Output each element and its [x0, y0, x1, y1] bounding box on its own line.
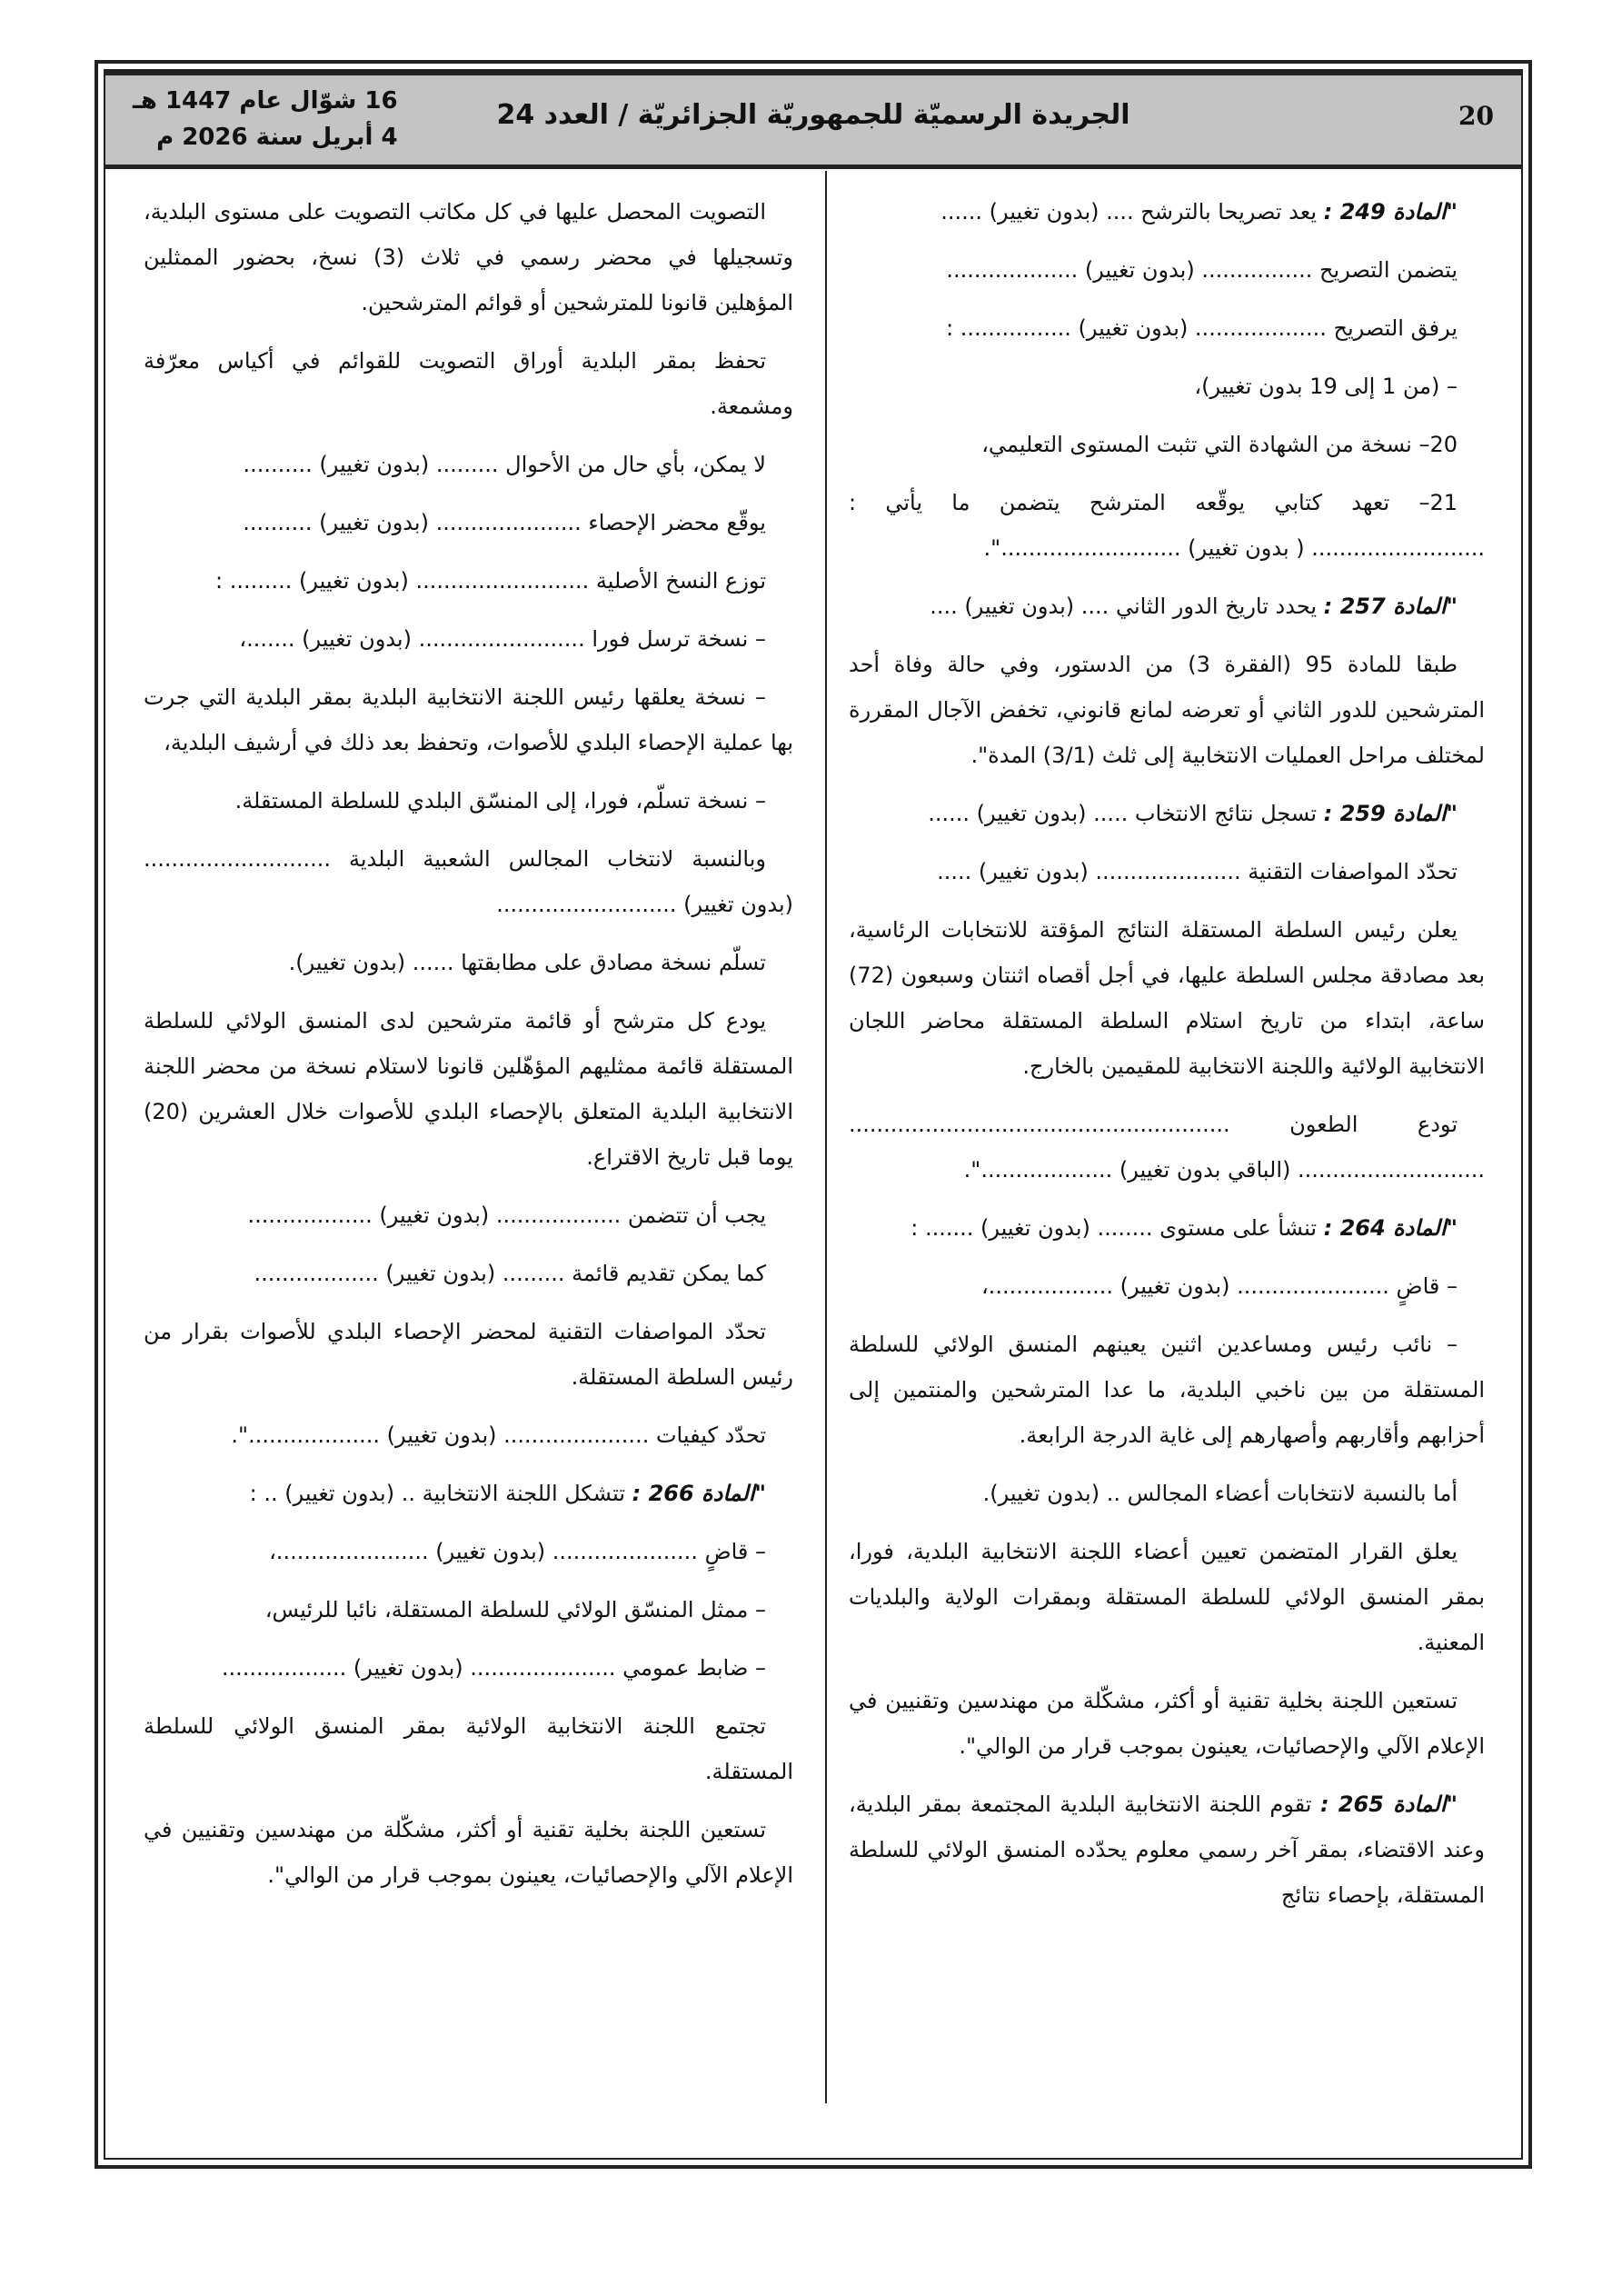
paragraph [849, 247, 1485, 293]
paragraph-text: طبقا للمادة 95 (الفقرة 3) من الدستور، وفي حالة وفاة أحد المترشحين للدور الثاني أو تعرضه لمانع قانوني، تخفض الآجال المقررة لمختلف مراحل العمليات الانتخابية إلى ثلث (3/1) المدة". [849, 652, 1485, 768]
paragraph-text: تنشأ على مستوى ........ (بدون تغيير) ....... : [911, 1215, 1324, 1241]
paragraph-text: تتشكل اللجنة الانتخابية .. (بدون تغيير) .. : [249, 1481, 632, 1506]
article-number: "المادة 249 : [1323, 199, 1458, 225]
paragraph [144, 1309, 793, 1400]
paragraph-text: يودع كل مترشح أو قائمة مترشحين لدى المنسق الولائي للسلطة المستقلة قائمة ممثليهم المؤهّلين قانونا لاستلام نسخة من محضر اللجنة الانتخابية البلدية المتعلق بالإحصاء البلدي للأصوات خلال العشرين (20) يوما قبل تاريخ الاقتراع. [144, 1008, 793, 1170]
paragraph-text: يتضمن التصريح ................ (بدون تغيير) ................... [946, 257, 1458, 283]
gregorian-date: 4 أبريل سنة 2026 م [156, 124, 398, 151]
paragraph [144, 1251, 793, 1296]
paragraph-text: وبالنسبة لانتخاب المجالس الشعبية البلدية ........................... (بدون تغيير) .......................... [144, 846, 793, 917]
left-column [144, 189, 793, 1911]
paragraph [144, 1413, 793, 1458]
paragraph-text: تسجل نتائج الانتخاب ..... (بدون تغيير) ...... [928, 801, 1324, 826]
paragraph [144, 1529, 793, 1574]
paragraph-text: يرفق التصريح ................... (بدون تغيير) ................ : [946, 315, 1458, 341]
paragraph [144, 940, 793, 985]
right-column [849, 189, 1485, 1931]
paragraph [144, 1587, 793, 1632]
paragraph [849, 1529, 1485, 1665]
paragraph-text: تحفظ بمقر البلدية أوراق التصويت للقوائم في أكياس معرّفة ومشمعة. [144, 348, 793, 419]
paragraph-text: – نسخة يعلقها رئيس اللجنة الانتخابية البلدية بمقر البلدية التي جرت بها عملية الإحصاء البلدي للأصوات، وتحفظ بعد ذلك في أرشيف البلدية، [144, 684, 793, 755]
issue-date [133, 83, 398, 155]
paragraph-text: تستعين اللجنة بخلية تقنية أو أكثر، مشكّلة من مهندسين وتقنيين في الإعلام الآلي والإحصائيات، يعينون بموجب قرار من الوالي". [144, 1817, 793, 1888]
paragraph-text: 20– نسخة من الشهادة التي تثبت المستوى التعليمي، [981, 432, 1458, 457]
paragraph [144, 1807, 793, 1898]
paragraph-text: – نسخة ترسل فورا ........................ (بدون تغيير) .......، [239, 626, 766, 652]
paragraph-text: يعلق القرار المتضمن تعيين أعضاء اللجنة الانتخابية البلدية، فورا، بمقر المنسق الولائي للسلطة المستقلة وبمقرات الولاية والبلديات المعنية. [849, 1539, 1485, 1655]
article-paragraph [849, 791, 1485, 836]
article-number: "المادة 266 : [632, 1481, 766, 1506]
paragraph-text: توزع النسخ الأصلية ......................... (بدون تغيير) ......... : [215, 568, 766, 594]
paragraph [849, 1102, 1485, 1193]
page-frame-inner [104, 69, 1523, 2160]
paragraph [849, 1678, 1485, 1769]
gazette-header [105, 71, 1521, 169]
paragraph-text: تحدّد المواصفات التقنية ..................... (بدون تغيير) ..... [937, 859, 1458, 884]
paragraph [144, 189, 793, 325]
paragraph [144, 674, 793, 765]
paragraph [849, 422, 1485, 467]
paragraph-text: – ضابط عمومي ..................... (بدون تغيير) .................. [221, 1655, 766, 1681]
paragraph-text: – قاضٍ ...................... (بدون تغيير) ..................، [980, 1273, 1458, 1299]
paragraph-text: لا يمكن، بأي حال من الأحوال ......... (بدون تغيير) .......... [243, 452, 766, 477]
paragraph-text: 21– تعهد كتابي يوقّعه المترشح يتضمن ما يأتي : ......................... ( بدون تغيير) ..........................". [849, 490, 1485, 561]
paragraph-text: تسلّم نسخة مصادق على مطابقتها ...... (بدون تغيير). [288, 950, 766, 975]
paragraph [144, 836, 793, 927]
article-paragraph [849, 1205, 1485, 1251]
paragraph [849, 1471, 1485, 1516]
paragraph-text: – قاضٍ ..................... (بدون تغيير) ......................، [269, 1539, 766, 1564]
paragraph [849, 907, 1485, 1089]
article-number: "المادة 265 : [1319, 1792, 1458, 1817]
paragraph [144, 558, 793, 604]
paragraph-text: تقوم اللجنة الانتخابية البلدية المجتمعة بمقر البلدية، وعند الاقتضاء، بمقر آخر رسمي معلوم يحدّده المنسق الولائي للسلطة المستقلة، بإحصاء نتائج [849, 1792, 1485, 1908]
paragraph [144, 778, 793, 824]
paragraph [144, 338, 793, 429]
article-number: "المادة 259 : [1323, 801, 1458, 826]
paragraph [144, 442, 793, 487]
paragraph [144, 1193, 793, 1238]
paragraph-text: يجب أن تتضمن .................. (بدون تغيير) .................. [247, 1203, 766, 1228]
paragraph-text: يحدد تاريخ الدور الثاني .... (بدون تغيير) .... [930, 594, 1324, 619]
paragraph-text: – ممثل المنسّق الولائي للسلطة المستقلة، نائبا للرئيس، [264, 1597, 766, 1622]
paragraph [849, 849, 1485, 894]
paragraph-text: – (من 1 إلى 19 بدون تغيير)، [1194, 374, 1458, 399]
paragraph-text: أما بالنسبة لانتخابات أعضاء المجالس .. (بدون تغيير). [982, 1481, 1458, 1506]
gazette-title: الجريدة الرسميّة للجمهوريّة الجزائريّة / العدد 24 [496, 99, 1130, 131]
paragraph-text: كما يمكن تقديم قائمة ......... (بدون تغيير) .................. [254, 1261, 766, 1286]
paragraph [144, 998, 793, 1180]
paragraph [144, 1703, 793, 1794]
paragraph-text: تحدّد المواصفات التقنية لمحضر الإحصاء البلدي للأصوات بقرار من رئيس السلطة المستقلة. [144, 1319, 793, 1390]
paragraph-text: يعلن رئيس السلطة المستقلة النتائج المؤقتة للانتخابات الرئاسية، بعد مصادقة مجلس السلطة عليها، في أجل أقصاه اثنتان وسبعون (72) ساعة، ابتداء من تاريخ استلام السلطة المستقلة محاضر اللجان الانتخابية الولائية واللجنة الانتخابية للمقيمين بالخارج. [849, 917, 1485, 1079]
paragraph-text: – نسخة تسلّم، فورا، إلى المنسّق البلدي للسلطة المستقلة. [234, 788, 766, 814]
paragraph [144, 616, 793, 662]
article-paragraph [849, 584, 1485, 629]
paragraph [849, 1322, 1485, 1458]
article-paragraph [849, 1782, 1485, 1918]
paragraph [144, 500, 793, 545]
paragraph-text: تحدّد كيفيات ..................... (بدون تغيير) ...................". [231, 1423, 766, 1448]
paragraph [849, 1263, 1485, 1309]
paragraph [849, 480, 1485, 571]
article-number: "المادة 257 : [1323, 594, 1458, 619]
paragraph-text: تودع الطعون ....................................................... ........................... (الباقي بدون تغيير) ...................". [849, 1112, 1485, 1183]
column-divider [825, 171, 827, 2103]
paragraph-text: التصويت المحصل عليها في كل مكاتب التصويت على مستوى البلدية، وتسجيلها في محضر رسمي في ثلاث (3) نسخ، بحضور الممثلين المؤهلين قانونا للمترشحين أو قوائم المترشحين. [144, 199, 794, 315]
page-number: 20 [1458, 101, 1494, 131]
paragraph [849, 305, 1485, 351]
paragraph-text: يعد تصريحا بالترشح .... (بدون تغيير) ...... [940, 199, 1324, 225]
paragraph-text: يوقّع محضر الإحصاء ..................... (بدون تغيير) .......... [243, 510, 766, 535]
article-number: "المادة 264 : [1323, 1215, 1458, 1241]
paragraph [849, 642, 1485, 778]
paragraph-text: تجتمع اللجنة الانتخابية الولائية بمقر المنسق الولائي للسلطة المستقلة. [144, 1713, 793, 1784]
article-paragraph [849, 189, 1485, 235]
article-paragraph [144, 1471, 793, 1516]
paragraph-text: – نائب رئيس ومساعدين اثنين يعينهم المنسق الولائي للسلطة المستقلة من بين ناخبي البلدية، ما عدا المترشحين والمنتمين إلى أحزابهم وأقاربهم وأصهارهم إلى غاية الدرجة الرابعة. [849, 1332, 1485, 1448]
page-frame [95, 60, 1532, 2169]
paragraph-text: تستعين اللجنة بخلية تقنية أو أكثر، مشكّلة من مهندسين وتقنيين في الإعلام الآلي والإحصائيات، يعينون بموجب قرار من الوالي". [849, 1688, 1485, 1759]
paragraph [849, 364, 1485, 409]
paragraph [144, 1645, 793, 1691]
hijri-date: 16 شوّال عام 1447 هـ [133, 87, 398, 115]
